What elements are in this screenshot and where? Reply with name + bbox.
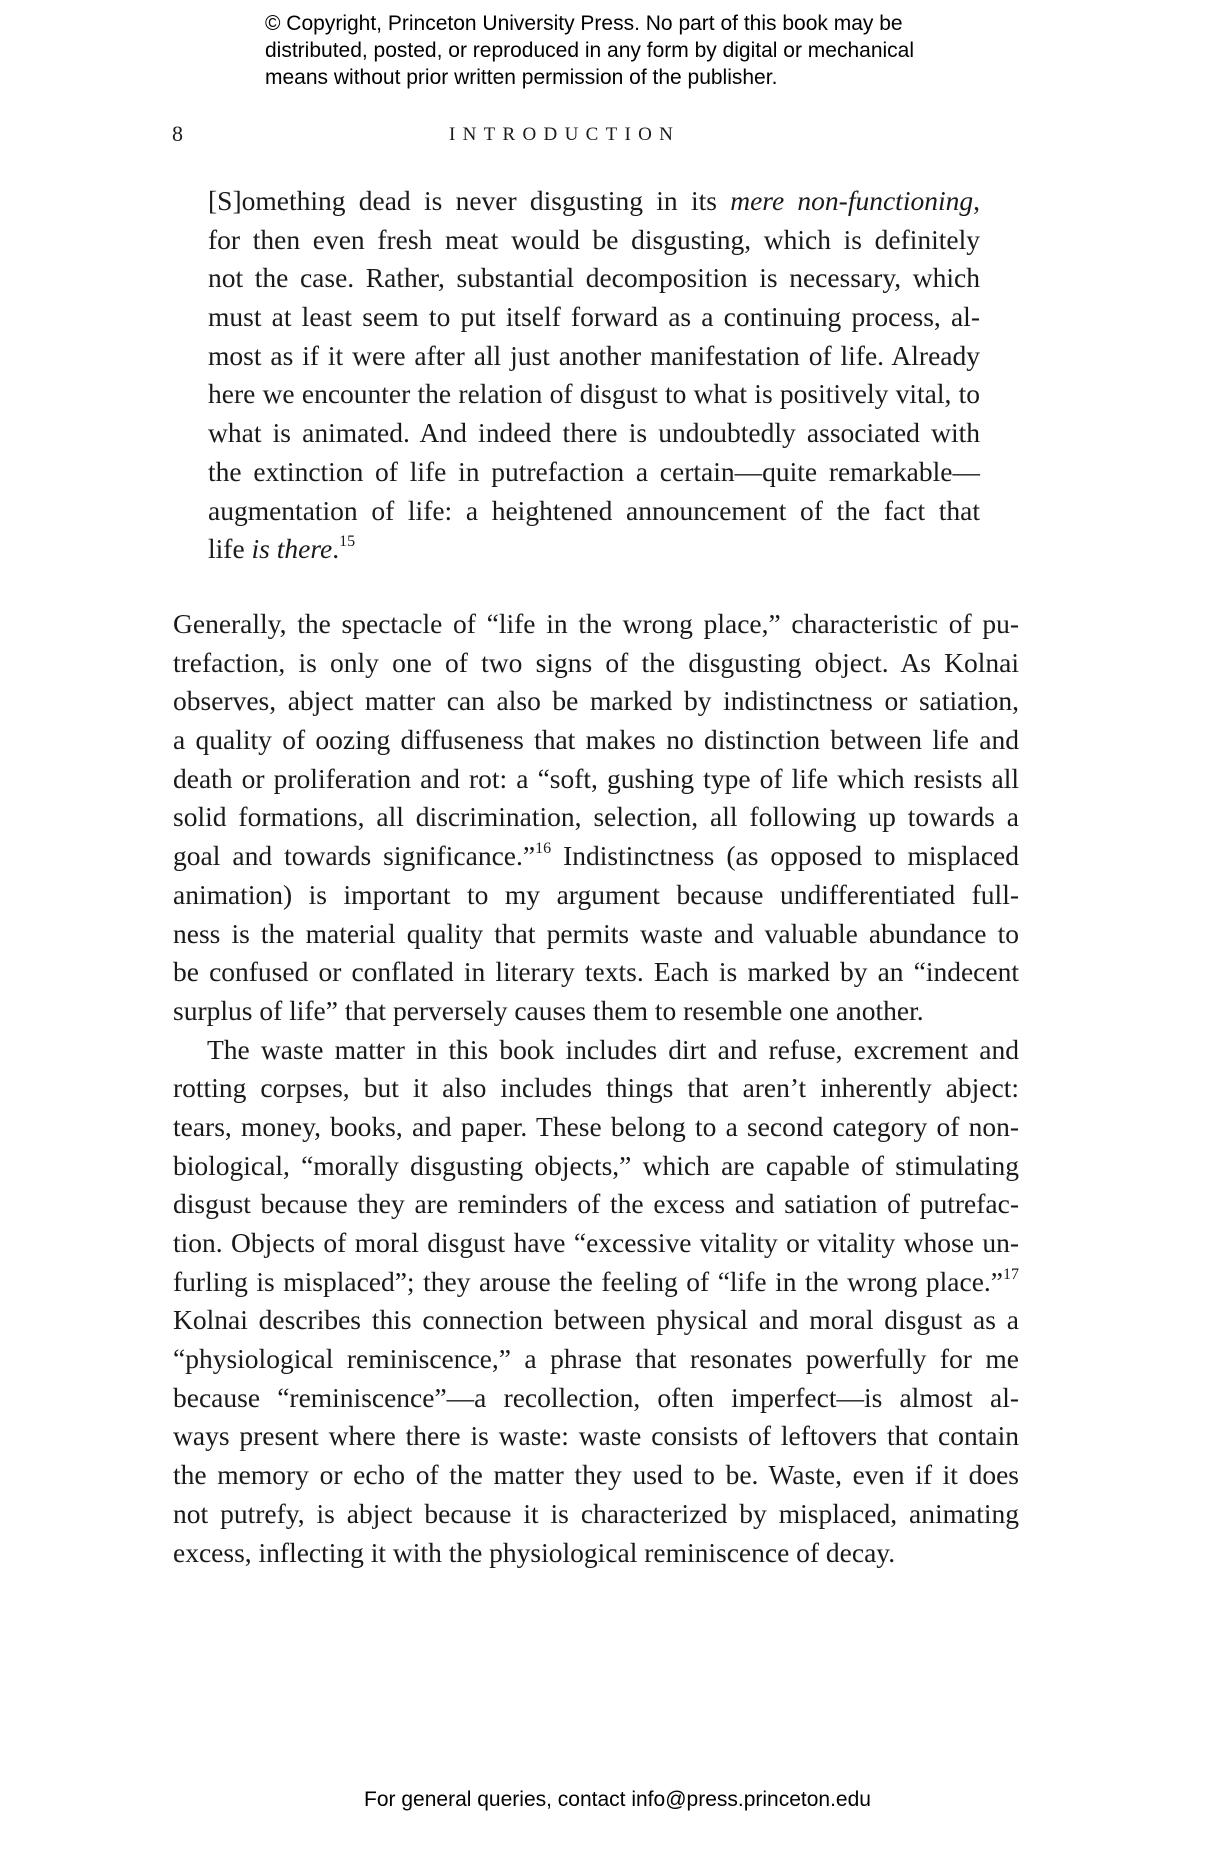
quote-text: . xyxy=(332,533,340,565)
body-text-fragment: furling is misplaced”; they arouse the feeling of “life in the wrong place.” xyxy=(173,1265,1003,1297)
body-text-fragment: goal and towards significance.” xyxy=(173,840,536,872)
quote-line: what is animated. And indeed there is undoubtedly associated with xyxy=(208,417,980,449)
body-line: tion. Objects of moral disgust have “excessive vitality or vitality whose un- xyxy=(173,1227,1019,1258)
quote-line: for then even fresh meat would be disgusting, which is definitely xyxy=(208,223,980,255)
copyright-line: © Copyright, Princeton University Press. No part of this book may be xyxy=(265,12,903,35)
quote-line xyxy=(208,530,980,569)
body-line: Generally, the spectacle of “life in the wrong place,” characteristic of pu- xyxy=(173,608,1019,639)
quote-line: augmentation of life: a heightened announcement of the fact that xyxy=(208,494,980,526)
quote-emphasis: mere non-functioning xyxy=(730,185,974,216)
quote-line: must at least seem to put itself forward as a continuing process, al- xyxy=(208,301,980,333)
body-line: surplus of life” that perversely causes them to resemble one another. xyxy=(173,994,924,1026)
body-line: ways present where there is waste: waste consists of leftovers that contain xyxy=(173,1420,1019,1452)
body-text xyxy=(173,605,1019,1572)
body-line: excess, inflecting it with the physiological reminiscence of decay. xyxy=(173,1536,896,1568)
body-line: solid formations, all discrimination, selection, all following up towards a xyxy=(173,801,1019,833)
footnote-ref-17: 17 xyxy=(1003,1265,1019,1283)
body-line xyxy=(173,837,1019,876)
quote-text: , xyxy=(973,185,980,216)
body-line: The waste matter in this book includes dirt and refuse, excrement and xyxy=(207,1033,1019,1065)
footnote-ref-15: 15 xyxy=(339,533,356,551)
quote-text: life xyxy=(208,533,252,565)
body-line: death or proliferation and rot: a “soft, gushing type of life which resists all xyxy=(173,762,1019,794)
body-line: not putrefy, is abject because it is characterized by misplaced, animating xyxy=(173,1497,1019,1529)
quote-line: the extinction of life in putrefaction a certain—quite remarkable— xyxy=(208,455,980,487)
quote-line: not the case. Rather, substantial decomposition is necessary, which xyxy=(208,262,980,294)
body-line: observes, abject matter can also be marked by indistinctness or satiation, xyxy=(173,685,1019,717)
body-text-fragment: Indistinctness (as opposed to misplaced xyxy=(551,840,1019,872)
body-line: rotting corpses, but it also includes things that aren’t inherently abject: xyxy=(173,1072,1019,1104)
block-quote xyxy=(208,182,980,569)
body-line: “physiological reminiscence,” a phrase that resonates powerfully for me xyxy=(173,1343,1019,1375)
running-head: INTRODUCTION xyxy=(449,124,681,145)
quote-emphasis: is there xyxy=(251,533,333,565)
page-number: 8 xyxy=(172,121,183,146)
body-line: disgust because they are reminders of the excess and satiation of putrefac- xyxy=(173,1188,1019,1220)
copyright-notice xyxy=(265,10,1025,91)
body-line: because “reminiscence”—a recollection, often imperfect—is almost al- xyxy=(173,1381,1019,1413)
body-line: biological, “morally disgusting objects,” which are capable of stimulating xyxy=(173,1149,1019,1181)
body-line: animation) is important to my argument because undifferentiated full- xyxy=(173,878,1019,910)
copyright-line: means without prior written permission of the publisher. xyxy=(265,66,778,89)
body-line: be confused or conflated in literary texts. Each is marked by an “indecent xyxy=(173,956,1019,988)
body-line: ness is the material quality that permits waste and valuable abundance to xyxy=(173,917,1019,949)
quote-text: [S]omething dead is never disgusting in its xyxy=(208,185,731,216)
quote-line xyxy=(208,182,980,221)
footnote-ref-16: 16 xyxy=(535,839,552,857)
quote-line: most as if it were after all just another manifestation of life. Already xyxy=(208,339,980,371)
copyright-line: distributed, posted, or reproduced in any form by digital or mechanical xyxy=(265,39,915,62)
body-line: a quality of oozing diffuseness that makes no distinction between life and xyxy=(173,724,1019,756)
quote-line: here we encounter the relation of disgust to what is positively vital, to xyxy=(208,378,980,410)
footer-contact: For general queries, contact info@press.princeton.edu xyxy=(364,1788,871,1811)
body-line: tears, money, books, and paper. These belong to a second category of non- xyxy=(173,1110,1019,1142)
body-line xyxy=(173,1263,1019,1302)
body-line: trefaction, is only one of two signs of the disgusting object. As Kolnai xyxy=(173,646,1019,678)
body-line: Kolnai describes this connection between physical and moral disgust as a xyxy=(173,1304,1019,1336)
body-line: the memory or echo of the matter they used to be. Waste, even if it does xyxy=(173,1459,1019,1491)
